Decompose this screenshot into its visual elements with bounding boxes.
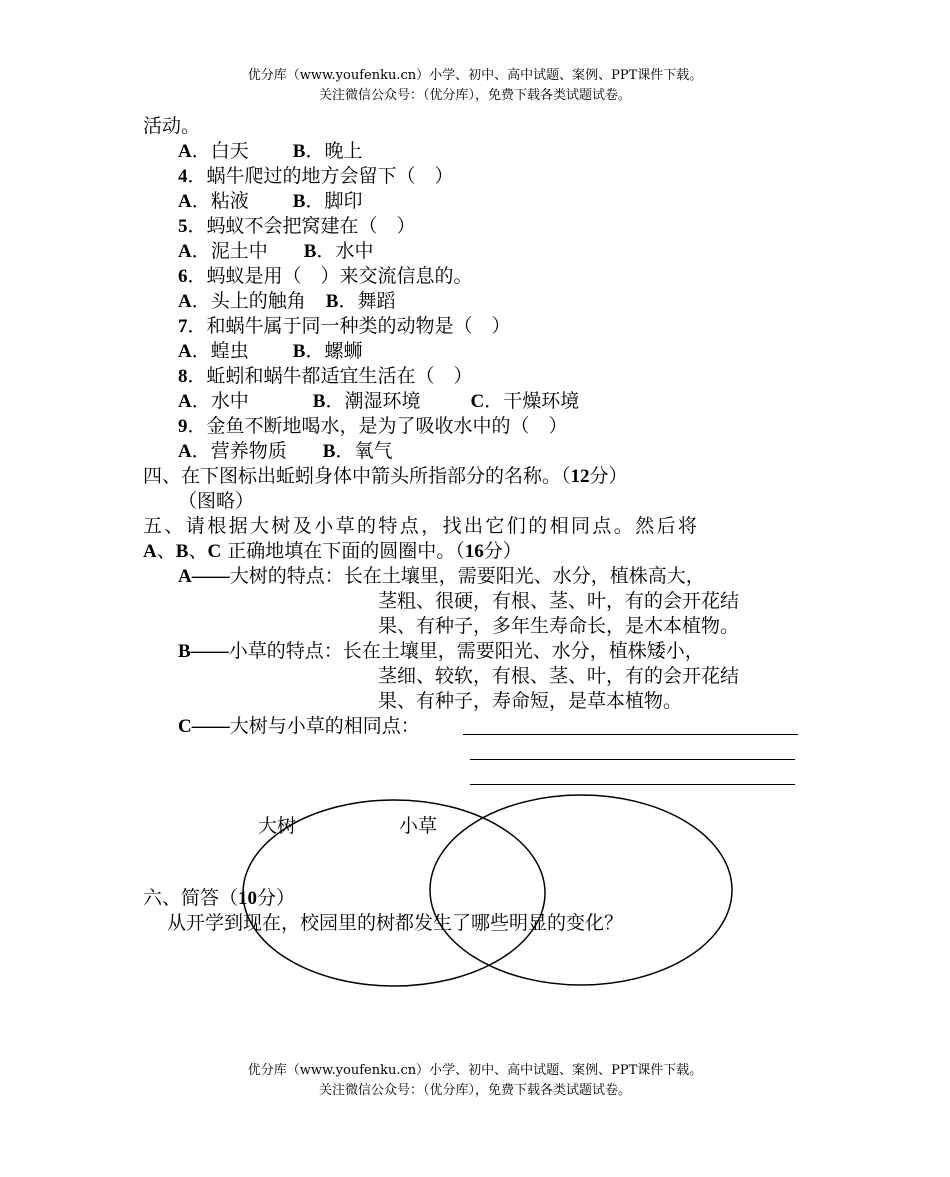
question-6: 6．蚂蚁是用（ ）来交流信息的。 [178, 265, 473, 287]
section-4-note: （图略） [178, 490, 255, 512]
question-9: 9．金鱼不断地喝水，是为了吸收水中的（ ） [178, 415, 568, 437]
question-7: 7．和蜗牛属于同一种类的动物是（ ） [178, 315, 511, 337]
tree-features-line-2: 茎粗、很硬，有根、茎、叶，有的会开花结 [378, 590, 740, 612]
q4-options: A．粘液 B．脚印 [178, 190, 363, 212]
q7-options: A．蝗虫 B．螺蛳 [178, 340, 363, 362]
venn-circle-grass[interactable] [430, 795, 732, 985]
q6-options: A．头上的触角 B．舞蹈 [178, 290, 396, 312]
q3-continuation: 活动。 [143, 115, 201, 137]
common-features-head: C——大树与小草的相同点： [178, 715, 420, 737]
grass-features-head: B——小草的特点：长在土壤里，需要阳光、水分，植株矮小， [178, 640, 704, 662]
page-header-line-2: 关注微信公众号：（优分库），免费下载各类试题试卷。 [318, 88, 631, 103]
page-footer-line-2: 关注微信公众号：（优分库），免费下载各类试题试卷。 [318, 1083, 631, 1098]
q9-options: A．营养物质 B．氧气 [178, 440, 393, 462]
question-4: 4．蜗牛爬过的地方会留下（ ） [178, 165, 454, 187]
venn-label-tree: 大树 [258, 815, 297, 837]
tree-features-head: A——大树的特点：长在土壤里，需要阳光、水分，植株高大， [178, 565, 705, 587]
question-5: 5．蚂蚁不会把窝建在（ ） [178, 215, 416, 237]
section-4-title: 四、在下图标出蚯蚓身体中箭头所指部分的名称。（12分） [143, 465, 628, 487]
section-5-title-line-1: 五、请根据大树及小草的特点，找出它们的相同点。然后将 [143, 515, 700, 537]
q5-options: A．泥土中 B．水中 [178, 240, 374, 262]
page-footer-line-1: 优分库（www.youfenku.cn）小学、初中、高中试题、案例、PPT课件下载。 [247, 1063, 703, 1078]
section-6-question: 从开学到现在，校园里的树都发生了哪些明显的变化？ [167, 912, 624, 934]
page-header-line-1: 优分库（www.youfenku.cn）小学、初中、高中试题、案例、PPT课件下载。 [247, 68, 703, 83]
tree-features-line-3: 果、有种子，多年生寿命长，是木本植物。 [378, 615, 740, 637]
section-6-title: 六、简答（10分） [143, 887, 296, 909]
section-5-title-line-2: A、B、C 正确地填在下面的圆圈中。（16分） [143, 540, 522, 562]
grass-features-line-3: 果、有种子，寿命短，是草本植物。 [378, 690, 683, 712]
q8-options: A．水中 B．潮湿环境 C．干燥环境 [178, 390, 580, 412]
q3-options: A．白天 B．晚上 [178, 140, 363, 162]
venn-label-grass: 小草 [399, 815, 438, 837]
question-8: 8．蚯蚓和蜗牛都适宜生活在（ ） [178, 365, 473, 387]
grass-features-line-2: 茎细、较软，有根、茎、叶，有的会开花结 [378, 665, 740, 687]
